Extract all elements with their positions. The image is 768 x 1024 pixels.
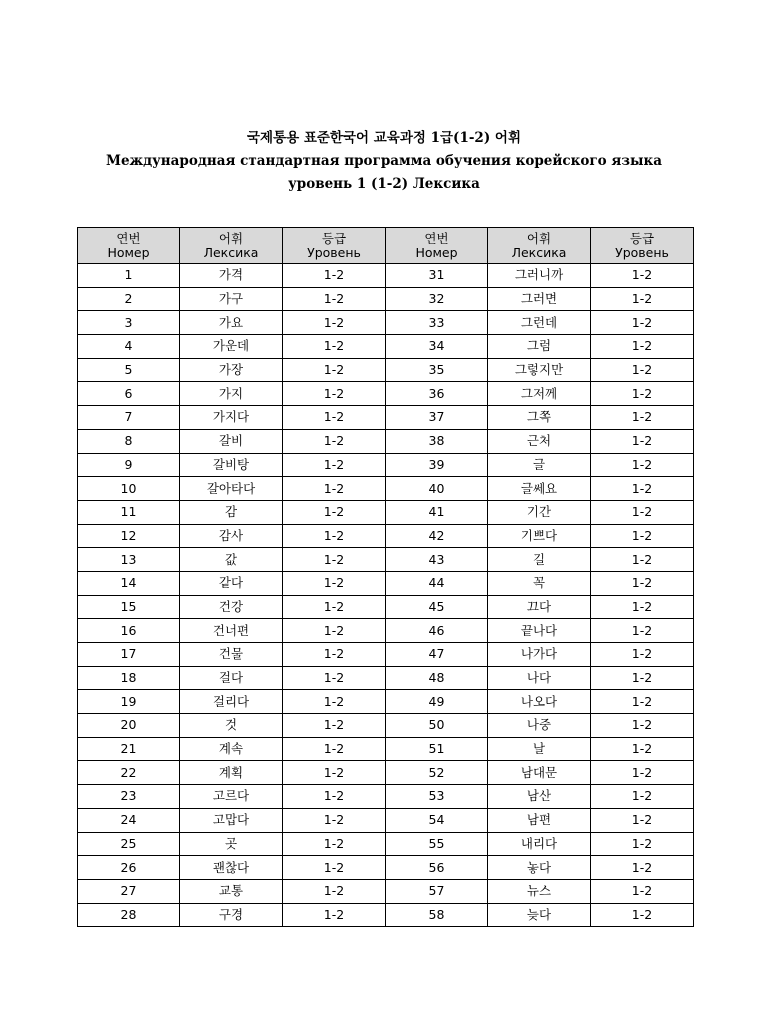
cell-word: 건물 bbox=[180, 643, 283, 667]
cell-number: 57 bbox=[386, 879, 488, 903]
cell-number: 18 bbox=[78, 666, 180, 690]
table-row bbox=[78, 690, 694, 714]
cell-level: 1-2 bbox=[283, 287, 386, 311]
cell-word: 계속 bbox=[180, 737, 283, 761]
cell-number: 6 bbox=[78, 382, 180, 406]
cell-level: 1-2 bbox=[283, 571, 386, 595]
cell-number: 41 bbox=[386, 500, 488, 524]
cell-level: 1-2 bbox=[591, 832, 694, 856]
cell-word: 교통 bbox=[180, 879, 283, 903]
cell-number: 16 bbox=[78, 619, 180, 643]
cell-word: 건강 bbox=[180, 595, 283, 619]
header-label-ko: 연번 bbox=[116, 230, 141, 246]
table-row bbox=[78, 761, 694, 785]
cell-level: 1-2 bbox=[283, 477, 386, 501]
cell-word: 갈비탕 bbox=[180, 453, 283, 477]
cell-word: 가요 bbox=[180, 311, 283, 335]
cell-level: 1-2 bbox=[591, 619, 694, 643]
table-row bbox=[78, 264, 694, 288]
cell-number: 12 bbox=[78, 524, 180, 548]
cell-word: 내리다 bbox=[488, 832, 591, 856]
cell-word: 그렇지만 bbox=[488, 358, 591, 382]
header-label-ko: 어휘 bbox=[218, 230, 244, 246]
cell-word: 그런데 bbox=[488, 311, 591, 335]
cell-word: 나가다 bbox=[488, 643, 591, 667]
cell-word: 꼭 bbox=[488, 571, 591, 595]
cell-word: 기쁘다 bbox=[488, 524, 591, 548]
table-row bbox=[78, 666, 694, 690]
cell-word: 계획 bbox=[180, 761, 283, 785]
cell-word: 늦다 bbox=[488, 903, 591, 927]
cell-word: 글 bbox=[488, 453, 591, 477]
cell-number: 42 bbox=[386, 524, 488, 548]
cell-number: 23 bbox=[78, 785, 180, 809]
table-row bbox=[78, 287, 694, 311]
header-label-ru: Номер bbox=[107, 244, 150, 260]
cell-number: 49 bbox=[386, 690, 488, 714]
cell-level: 1-2 bbox=[591, 856, 694, 880]
cell-number: 58 bbox=[386, 903, 488, 927]
header-label-ko: 등급 bbox=[629, 230, 655, 246]
cell-word: 감 bbox=[180, 500, 283, 524]
cell-word: 기간 bbox=[488, 500, 591, 524]
cell-level: 1-2 bbox=[283, 548, 386, 572]
cell-number: 33 bbox=[386, 311, 488, 335]
cell-level: 1-2 bbox=[283, 903, 386, 927]
cell-level: 1-2 bbox=[591, 311, 694, 335]
table-header bbox=[78, 228, 694, 264]
cell-level: 1-2 bbox=[591, 643, 694, 667]
cell-number: 31 bbox=[386, 264, 488, 288]
header-word-right bbox=[488, 228, 591, 264]
cell-word: 남산 bbox=[488, 785, 591, 809]
cell-word: 나다 bbox=[488, 666, 591, 690]
cell-number: 10 bbox=[78, 477, 180, 501]
cell-number: 43 bbox=[386, 548, 488, 572]
cell-level: 1-2 bbox=[283, 714, 386, 738]
cell-word: 괜찮다 bbox=[180, 856, 283, 880]
cell-level: 1-2 bbox=[283, 524, 386, 548]
cell-level: 1-2 bbox=[283, 500, 386, 524]
table-row bbox=[78, 595, 694, 619]
cell-number: 1 bbox=[78, 264, 180, 288]
cell-number: 2 bbox=[78, 287, 180, 311]
table-row bbox=[78, 785, 694, 809]
cell-level: 1-2 bbox=[591, 264, 694, 288]
cell-word: 그러니까 bbox=[488, 264, 591, 288]
cell-number: 5 bbox=[78, 358, 180, 382]
table-row bbox=[78, 903, 694, 927]
cell-level: 1-2 bbox=[591, 666, 694, 690]
table-row bbox=[78, 311, 694, 335]
cell-level: 1-2 bbox=[283, 453, 386, 477]
cell-number: 13 bbox=[78, 548, 180, 572]
cell-word: 나오다 bbox=[488, 690, 591, 714]
table-row bbox=[78, 382, 694, 406]
cell-word: 갈비 bbox=[180, 429, 283, 453]
cell-word: 감사 bbox=[180, 524, 283, 548]
cell-number: 47 bbox=[386, 643, 488, 667]
header-label-ru: Номер bbox=[415, 244, 458, 260]
cell-word: 가격 bbox=[180, 264, 283, 288]
cell-word: 가구 bbox=[180, 287, 283, 311]
cell-level: 1-2 bbox=[283, 666, 386, 690]
cell-word: 가장 bbox=[180, 358, 283, 382]
cell-level: 1-2 bbox=[283, 619, 386, 643]
cell-number: 35 bbox=[386, 358, 488, 382]
cell-level: 1-2 bbox=[283, 643, 386, 667]
cell-number: 14 bbox=[78, 571, 180, 595]
cell-level: 1-2 bbox=[283, 808, 386, 832]
table-body bbox=[78, 264, 694, 927]
cell-number: 3 bbox=[78, 311, 180, 335]
cell-number: 24 bbox=[78, 808, 180, 832]
cell-number: 46 bbox=[386, 619, 488, 643]
cell-word: 날 bbox=[488, 737, 591, 761]
cell-level: 1-2 bbox=[591, 429, 694, 453]
table-row bbox=[78, 832, 694, 856]
header-label-ru: Уровень bbox=[307, 244, 361, 260]
cell-word: 놓다 bbox=[488, 856, 591, 880]
header-word-left bbox=[180, 228, 283, 264]
cell-number: 38 bbox=[386, 429, 488, 453]
cell-number: 48 bbox=[386, 666, 488, 690]
cell-level: 1-2 bbox=[591, 382, 694, 406]
cell-number: 50 bbox=[386, 714, 488, 738]
cell-word: 그럼 bbox=[488, 335, 591, 359]
cell-level: 1-2 bbox=[591, 548, 694, 572]
cell-level: 1-2 bbox=[283, 595, 386, 619]
cell-number: 22 bbox=[78, 761, 180, 785]
cell-word: 그쪽 bbox=[488, 406, 591, 430]
header-number-left bbox=[78, 228, 180, 264]
vocabulary-table bbox=[77, 227, 694, 927]
cell-level: 1-2 bbox=[591, 879, 694, 903]
cell-number: 55 bbox=[386, 832, 488, 856]
table-row bbox=[78, 619, 694, 643]
cell-number: 44 bbox=[386, 571, 488, 595]
cell-level: 1-2 bbox=[283, 785, 386, 809]
cell-number: 9 bbox=[78, 453, 180, 477]
cell-word: 글쎄요 bbox=[488, 477, 591, 501]
cell-number: 32 bbox=[386, 287, 488, 311]
table-row bbox=[78, 453, 694, 477]
header-label-ru: Лексика bbox=[511, 244, 567, 260]
cell-level: 1-2 bbox=[591, 690, 694, 714]
cell-number: 56 bbox=[386, 856, 488, 880]
cell-level: 1-2 bbox=[283, 406, 386, 430]
table-row bbox=[78, 524, 694, 548]
cell-number: 17 bbox=[78, 643, 180, 667]
cell-number: 27 bbox=[78, 879, 180, 903]
table-row bbox=[78, 500, 694, 524]
cell-word: 것 bbox=[180, 714, 283, 738]
cell-number: 40 bbox=[386, 477, 488, 501]
table-row bbox=[78, 856, 694, 880]
header-label-ru: Уровень bbox=[615, 244, 669, 260]
cell-word: 길 bbox=[488, 548, 591, 572]
cell-number: 25 bbox=[78, 832, 180, 856]
cell-number: 54 bbox=[386, 808, 488, 832]
cell-number: 19 bbox=[78, 690, 180, 714]
cell-word: 걸다 bbox=[180, 666, 283, 690]
cell-level: 1-2 bbox=[591, 595, 694, 619]
cell-number: 20 bbox=[78, 714, 180, 738]
header-label-ko: 어휘 bbox=[526, 230, 552, 246]
cell-level: 1-2 bbox=[591, 477, 694, 501]
cell-number: 15 bbox=[78, 595, 180, 619]
cell-word: 남편 bbox=[488, 808, 591, 832]
cell-level: 1-2 bbox=[591, 785, 694, 809]
cell-level: 1-2 bbox=[283, 358, 386, 382]
header-label-ko: 연번 bbox=[424, 230, 449, 246]
cell-level: 1-2 bbox=[283, 264, 386, 288]
table-row bbox=[78, 358, 694, 382]
table-row bbox=[78, 737, 694, 761]
cell-level: 1-2 bbox=[591, 287, 694, 311]
cell-level: 1-2 bbox=[283, 832, 386, 856]
cell-number: 8 bbox=[78, 429, 180, 453]
cell-number: 36 bbox=[386, 382, 488, 406]
cell-level: 1-2 bbox=[591, 903, 694, 927]
cell-level: 1-2 bbox=[591, 571, 694, 595]
cell-word: 끝나다 bbox=[488, 619, 591, 643]
cell-number: 21 bbox=[78, 737, 180, 761]
title-korean: 국제통용 표준한국어 교육과정 1급(1-2) 어휘 bbox=[246, 130, 521, 146]
cell-level: 1-2 bbox=[283, 761, 386, 785]
cell-level: 1-2 bbox=[283, 690, 386, 714]
cell-level: 1-2 bbox=[283, 335, 386, 359]
cell-word: 고맙다 bbox=[180, 808, 283, 832]
cell-word: 가지 bbox=[180, 382, 283, 406]
cell-number: 51 bbox=[386, 737, 488, 761]
cell-level: 1-2 bbox=[591, 714, 694, 738]
cell-word: 값 bbox=[180, 548, 283, 572]
cell-number: 52 bbox=[386, 761, 488, 785]
table-row bbox=[78, 714, 694, 738]
cell-number: 7 bbox=[78, 406, 180, 430]
cell-word: 나중 bbox=[488, 714, 591, 738]
table-row bbox=[78, 335, 694, 359]
cell-word: 같다 bbox=[180, 571, 283, 595]
cell-level: 1-2 bbox=[591, 500, 694, 524]
header-label-ko: 등급 bbox=[321, 230, 347, 246]
cell-word: 가운데 bbox=[180, 335, 283, 359]
header-row bbox=[78, 228, 694, 264]
cell-word: 끄다 bbox=[488, 595, 591, 619]
cell-level: 1-2 bbox=[591, 406, 694, 430]
cell-number: 26 bbox=[78, 856, 180, 880]
cell-level: 1-2 bbox=[591, 453, 694, 477]
table-row bbox=[78, 808, 694, 832]
cell-number: 37 bbox=[386, 406, 488, 430]
cell-number: 11 bbox=[78, 500, 180, 524]
cell-word: 남대문 bbox=[488, 761, 591, 785]
header-label-ru: Лексика bbox=[203, 244, 259, 260]
cell-level: 1-2 bbox=[283, 879, 386, 903]
cell-word: 가지다 bbox=[180, 406, 283, 430]
table-row bbox=[78, 548, 694, 572]
cell-word: 근처 bbox=[488, 429, 591, 453]
cell-word: 구경 bbox=[180, 903, 283, 927]
cell-number: 34 bbox=[386, 335, 488, 359]
cell-level: 1-2 bbox=[283, 311, 386, 335]
cell-level: 1-2 bbox=[283, 429, 386, 453]
cell-number: 53 bbox=[386, 785, 488, 809]
cell-level: 1-2 bbox=[591, 335, 694, 359]
cell-word: 그저께 bbox=[488, 382, 591, 406]
document-title bbox=[0, 127, 768, 196]
cell-word: 뉴스 bbox=[488, 879, 591, 903]
cell-word: 걸리다 bbox=[180, 690, 283, 714]
table-row bbox=[78, 406, 694, 430]
cell-level: 1-2 bbox=[283, 382, 386, 406]
table-row bbox=[78, 643, 694, 667]
table-row bbox=[78, 477, 694, 501]
title-level: уровень 1 (1-2) Лексика bbox=[288, 176, 480, 192]
cell-word: 고르다 bbox=[180, 785, 283, 809]
cell-level: 1-2 bbox=[591, 761, 694, 785]
cell-word: 건너편 bbox=[180, 619, 283, 643]
cell-word: 곳 bbox=[180, 832, 283, 856]
cell-level: 1-2 bbox=[591, 808, 694, 832]
table-row bbox=[78, 879, 694, 903]
cell-level: 1-2 bbox=[283, 856, 386, 880]
cell-level: 1-2 bbox=[283, 737, 386, 761]
cell-level: 1-2 bbox=[591, 737, 694, 761]
cell-number: 4 bbox=[78, 335, 180, 359]
cell-number: 45 bbox=[386, 595, 488, 619]
header-number-right bbox=[386, 228, 488, 264]
table-row bbox=[78, 429, 694, 453]
cell-number: 39 bbox=[386, 453, 488, 477]
header-level-right bbox=[591, 228, 694, 264]
cell-level: 1-2 bbox=[591, 524, 694, 548]
table-row bbox=[78, 571, 694, 595]
header-level-left bbox=[283, 228, 386, 264]
title-russian: Международная стандартная программа обучения корейского языка bbox=[106, 153, 662, 169]
cell-level: 1-2 bbox=[591, 358, 694, 382]
cell-number: 28 bbox=[78, 903, 180, 927]
cell-word: 그러면 bbox=[488, 287, 591, 311]
cell-word: 갈아타다 bbox=[180, 477, 283, 501]
